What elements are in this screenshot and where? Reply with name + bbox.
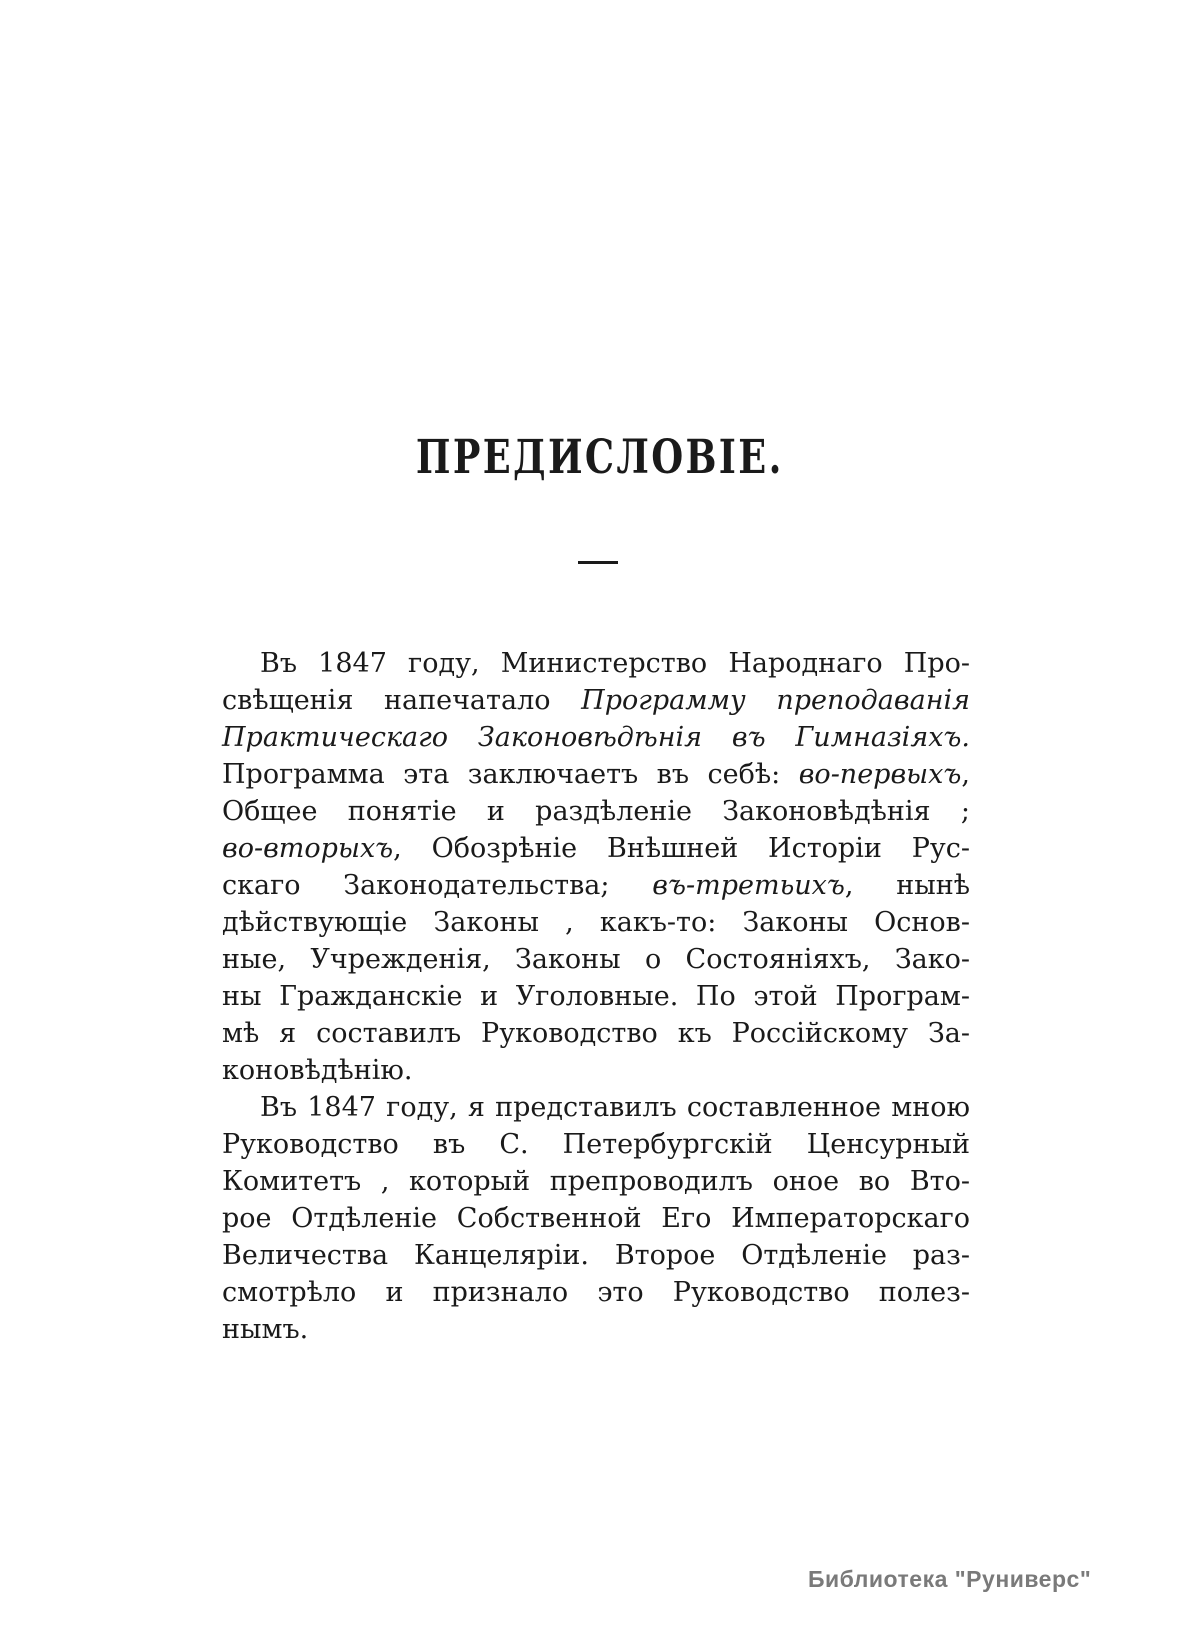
text-segment: ные, Учрежденія, Законы о Состояніяхъ, Зако- — [222, 944, 970, 975]
text-segment: коновѣдѣнію. — [222, 1055, 413, 1086]
page-body-text — [222, 645, 970, 1348]
text-line — [222, 1274, 970, 1311]
text-segment: Въ 1847 году, я представилъ составленное мною — [260, 1092, 970, 1123]
text-segment: мѣ я составилъ Руководство къ Россійскому За- — [222, 1018, 970, 1049]
text-segment: ны Гражданскіе и Уголовные. По этой Програм- — [222, 981, 970, 1012]
text-line — [222, 1015, 970, 1052]
text-segment: Величества Канцеляріи. Второе Отдѣленіе раз- — [222, 1240, 970, 1271]
text-line — [222, 1311, 970, 1348]
italic-text-segment: во-первыхъ — [798, 759, 962, 790]
text-segment: Комитетъ , который препроводилъ оное во Вто- — [222, 1166, 970, 1197]
italic-text-segment: въ-третьихъ — [652, 870, 845, 901]
title-row — [0, 430, 1200, 485]
text-line — [222, 978, 970, 1015]
italic-text-segment: Практическаго Законовѣдѣнія въ Гимназіяхъ. — [222, 722, 970, 753]
text-line — [222, 682, 970, 719]
page-title: ПРЕДИСЛОВІЕ. — [416, 430, 784, 485]
text-line — [222, 793, 970, 830]
text-line — [222, 867, 970, 904]
text-segment: , Обозрѣніе Внѣшней Исторіи Рус- — [393, 833, 970, 864]
text-line — [222, 1126, 970, 1163]
library-watermark: Библиотека "Руниверс" — [808, 1566, 1092, 1592]
text-line — [222, 1089, 970, 1126]
italic-text-segment: Программу преподаванія — [581, 685, 970, 716]
text-segment: смотрѣло и признало это Руководство полез- — [222, 1277, 970, 1308]
text-segment: Программа эта заключаетъ въ себѣ: — [222, 759, 799, 790]
text-segment: рое Отдѣленіе Собственной Его Императорскаго — [222, 1203, 970, 1234]
text-line — [222, 719, 970, 756]
text-line — [222, 1237, 970, 1274]
text-line — [222, 756, 970, 793]
text-line — [222, 1200, 970, 1237]
text-segment: , — [961, 759, 970, 790]
text-segment: , нынѣ — [844, 870, 970, 901]
text-line — [222, 645, 970, 682]
text-segment: Руководство въ С. Петербургскій Ценсурный — [222, 1129, 970, 1160]
text-line — [222, 941, 970, 978]
text-line — [222, 830, 970, 867]
text-segment: скаго Законодательства; — [222, 870, 653, 901]
text-segment: дѣйствующіе Законы , какъ-то: Законы Основ- — [222, 907, 970, 938]
text-segment: нымъ. — [222, 1314, 309, 1345]
italic-text-segment: во-вторыхъ — [222, 833, 394, 864]
text-line — [222, 1163, 970, 1200]
text-line — [222, 904, 970, 941]
text-segment: свѣщенія напечатало — [222, 685, 582, 716]
text-line — [222, 1052, 970, 1089]
text-segment: Общее понятіе и раздѣленіе Законовѣдѣнія ; — [222, 796, 970, 827]
section-separator — [578, 561, 618, 564]
text-segment: Въ 1847 году, Министерство Народнаго Про- — [260, 648, 970, 679]
